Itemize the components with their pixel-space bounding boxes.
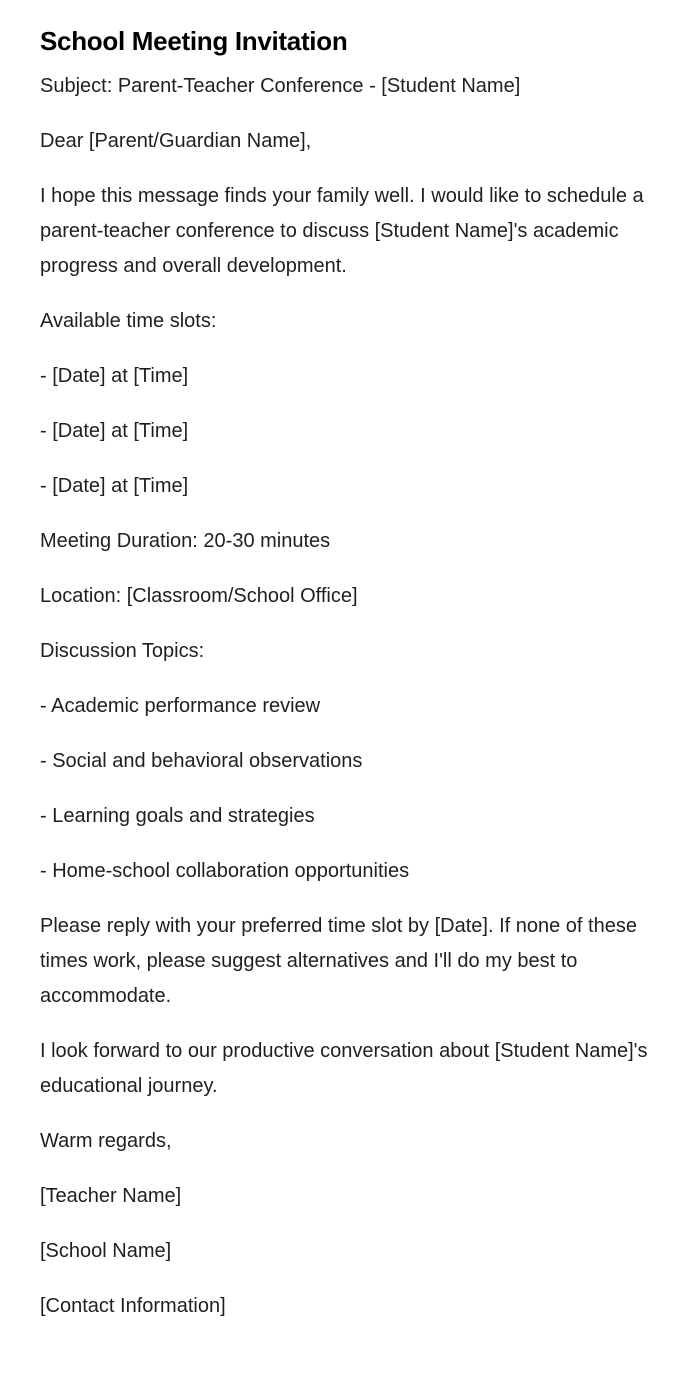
subject-line: Subject: Parent-Teacher Conference - [Student Name] xyxy=(40,75,521,97)
meeting-location: Location: [Classroom/School Office] xyxy=(40,585,358,607)
document-title: School Meeting Invitation xyxy=(40,26,348,56)
teacher-name: [Teacher Name] xyxy=(40,1185,182,1207)
sign-off: Warm regards, xyxy=(40,1130,172,1152)
topic-item: - Academic performance review xyxy=(40,695,321,717)
topic-item: - Social and behavioral observations xyxy=(40,750,363,772)
salutation: Dear [Parent/Guardian Name], xyxy=(40,130,312,152)
topic-item: - Learning goals and strategies xyxy=(40,805,315,827)
closing-paragraph: I look forward to our productive conversation about [Student Name]'s educational journey. xyxy=(40,1040,648,1097)
time-slot-item: - [Date] at [Time] xyxy=(40,475,189,497)
contact-information: [Contact Information] xyxy=(40,1295,226,1317)
school-name: [School Name] xyxy=(40,1240,172,1262)
reply-request-paragraph: Please reply with your preferred time slot by [Date]. If none of these times work, please suggest alternatives and I'll do my best to accommodate. xyxy=(40,915,637,1007)
topic-item: - Home-school collaboration opportunities xyxy=(40,860,410,882)
time-slot-item: - [Date] at [Time] xyxy=(40,365,189,387)
topics-heading: Discussion Topics: xyxy=(40,640,205,662)
meeting-duration: Meeting Duration: 20-30 minutes xyxy=(40,530,331,552)
intro-paragraph: I hope this message finds your family well. I would like to schedule a parent-teacher conference to discuss [Student Name]'s academic progress and overall development. xyxy=(40,185,644,277)
time-slot-item: - [Date] at [Time] xyxy=(40,420,189,442)
document-body xyxy=(40,69,660,1324)
time-slots-heading: Available time slots: xyxy=(40,310,217,332)
